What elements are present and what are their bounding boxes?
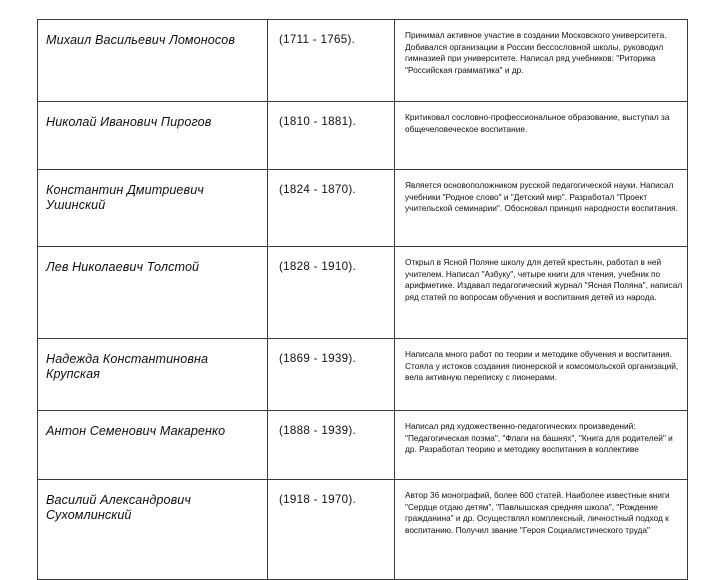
educator-years: (1869 - 1939).	[268, 339, 395, 411]
educator-name: Надежда Константиновна Крупская	[38, 339, 268, 411]
table-row	[38, 339, 688, 411]
educator-description: Автор 36 монографий, более 600 статей. Наиболее известные книги "Сердце отдаю детям", "Павлышская средняя школа", "Рождение гражданина" и др. Осуществлял комплексный, личностный подход к воспитанию. Получил звание "Героя Социалистического труда"	[395, 480, 688, 580]
educator-name: Константин Дмитриевич Ушинский	[38, 170, 268, 247]
educator-years: (1888 - 1939).	[268, 411, 395, 480]
table-row	[38, 411, 688, 480]
table-row	[38, 247, 688, 339]
educators-table-container	[37, 19, 687, 580]
educator-description: Написал ряд художественно-педагогических произведений: "Педагогическая поэма", "Флаги на башнях", "Книга для родителей" и др. Разработал теорию и методику воспитания в коллективе	[395, 411, 688, 480]
educator-description: Принимал активное участие в создании Московского университета. Добивался организации в России бессословной школы, руководил гимназией при университете. Написал ряд учебников: "Риторика "Российская грамматика" и др.	[395, 20, 688, 102]
educator-years: (1711 - 1765).	[268, 20, 395, 102]
table-row	[38, 20, 688, 102]
educators-table	[37, 19, 688, 580]
educator-years: (1918 - 1970).	[268, 480, 395, 580]
educator-years: (1810 - 1881).	[268, 102, 395, 170]
table-row	[38, 102, 688, 170]
educator-name: Лев Николаевич Толстой	[38, 247, 268, 339]
educator-years: (1828 - 1910).	[268, 247, 395, 339]
educator-name: Василий Александрович Сухомлинский	[38, 480, 268, 580]
educator-name: Николай Иванович Пирогов	[38, 102, 268, 170]
table-row	[38, 480, 688, 580]
educator-name: Михаил Васильевич Ломоносов	[38, 20, 268, 102]
educator-description: Критиковал сословно-профессиональное образование, выступал за общечеловеческое воспитание.	[395, 102, 688, 170]
table-row	[38, 170, 688, 247]
educator-description: Открыл в Ясной Поляне школу для детей крестьян, работал в ней учителем. Написал "Азбуку", четыре книги для чтения, учебник по арифметике. Издавал педагогический журнал "Ясная Поляна", написал ряд статей по вопросам обучения и воспитания детей из народа.	[395, 247, 688, 339]
educator-description: Является основоположником русской педагогической науки. Написал учебники "Родное слово" и "Детский мир". Разработал "Проект учительской семинарии". Обосновал принцип народности воспитания.	[395, 170, 688, 247]
educator-name: Антон Семенович Макаренко	[38, 411, 268, 480]
educator-description: Написала много работ по теории и методике обучения и воспитания. Стояла у истоков создания пионерской и комсомольской организаций, вела активную переписку с пионерами.	[395, 339, 688, 411]
educator-years: (1824 - 1870).	[268, 170, 395, 247]
